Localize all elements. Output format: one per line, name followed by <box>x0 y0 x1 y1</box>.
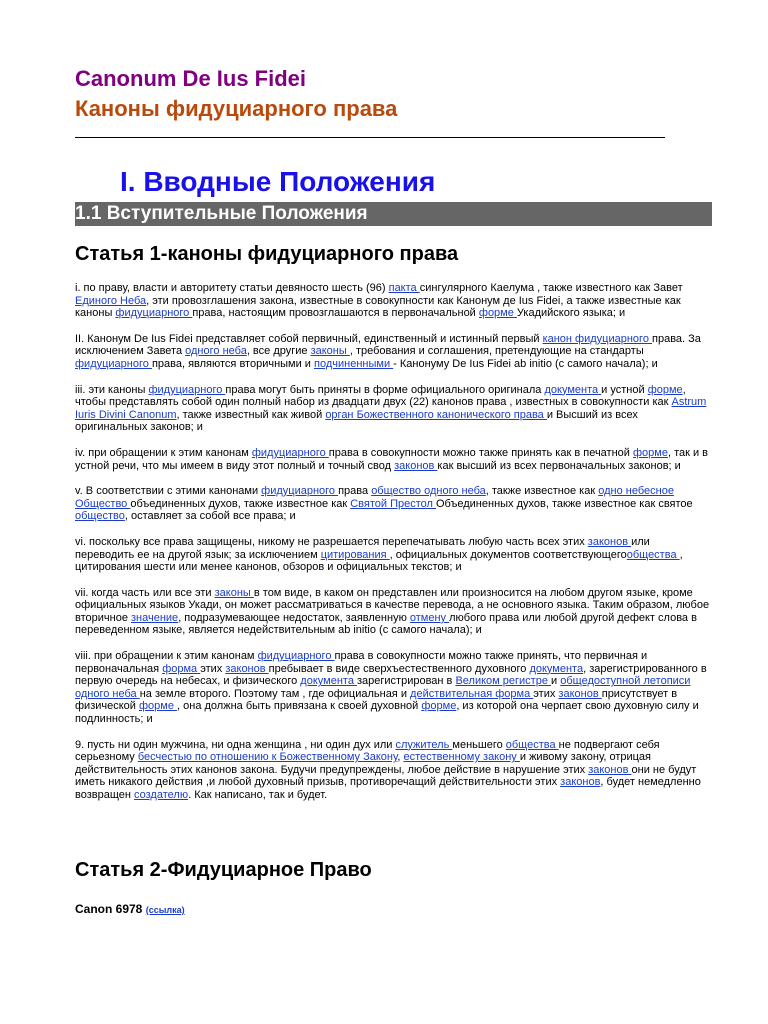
inline-link[interactable]: форме <box>633 446 668 459</box>
paragraph-text: меньшего <box>452 738 506 751</box>
paragraph-text: зарегистрирован в <box>357 675 456 688</box>
inline-link[interactable]: значение <box>131 611 179 624</box>
paragraph <box>75 485 710 523</box>
paragraph-text: vii. когда часть или все эти <box>75 586 215 599</box>
paragraph-text: . Как написано, так и будет. <box>188 789 328 801</box>
document-title-russian: Каноны фидуциарного права <box>75 96 398 121</box>
paragraph-text: права могут быть приняты в форме официального оригинала <box>225 383 545 396</box>
paragraph-text: или переводить ее на другой язык; за исключением <box>75 535 650 561</box>
paragraph-text: , подразумевающее недостаток, заявленную <box>178 611 410 624</box>
inline-link[interactable]: одно небесное Общество <box>75 485 674 510</box>
paragraph-text: и живому закону, отрицая действительность этих канонов закона. Будучи предупреждены, любое действие в нарушение этих <box>75 751 652 776</box>
paragraph-text: присутствует в физической <box>75 687 678 713</box>
paragraph-text: 9. пусть ни один мужчина, ни одна женщина , ни один дух или <box>75 738 396 751</box>
paragraph-text: , <box>397 751 404 764</box>
inline-link[interactable]: документа <box>544 383 602 396</box>
inline-link[interactable]: общества <box>626 548 680 561</box>
paragraph-text: они не будут иметь никакого действия ,и любой духовный призыв, противоречащий действительности этих <box>75 763 697 789</box>
inline-link[interactable]: Великом регистре <box>455 675 552 688</box>
paragraph-text: , также известный как живой <box>176 408 326 421</box>
inline-link[interactable]: документа <box>300 675 357 688</box>
inline-link[interactable]: Единого Неба <box>75 294 147 307</box>
inline-link[interactable]: законов <box>225 662 269 675</box>
paragraph-text: , она должна быть привязана к своей духовной <box>177 700 422 713</box>
inline-link[interactable]: орган Божественного канонического права <box>325 408 547 421</box>
paragraph-text: Объединенных духов, также известное как святое <box>436 497 693 510</box>
paragraph <box>75 384 710 434</box>
paragraph-text: пребывает в виде сверхъестественного духовного <box>268 662 530 675</box>
paragraph-text: , оставляет за собой все права; и <box>124 510 296 523</box>
inline-link[interactable]: фидуциарного <box>251 446 329 459</box>
article-1-body <box>75 282 710 815</box>
paragraph-text: II. Канонум De Ius Fidei представляет собой первичный, единственный и истинный первый <box>75 332 543 345</box>
paragraph-text: объединенных духов, также известное как <box>130 497 351 510</box>
inline-link[interactable]: Святой Престол <box>350 497 436 510</box>
paragraph-text: , требования и соглашения, претендующие на стандарты <box>349 345 644 358</box>
paragraph <box>75 536 710 574</box>
paragraph-text: , все другие <box>246 345 311 358</box>
inline-link[interactable]: служитель <box>395 738 453 751</box>
paragraph-text: - Канонуму De Ius Fidei ab initio (с самого начала); и <box>393 357 658 370</box>
inline-link[interactable]: пакта <box>388 282 420 294</box>
paragraph-text: , будет немедленно возвращен <box>75 776 701 801</box>
paragraph-text: iv. при обращении к этим канонам <box>75 446 252 459</box>
inline-link[interactable]: форме <box>421 700 457 713</box>
paragraph-text: , официальных документов соответствующего <box>389 548 627 561</box>
inline-link[interactable]: законов <box>587 535 632 548</box>
paragraph-text: и устной <box>601 383 648 396</box>
paragraph-text: в том виде, в каком он представлен или произносится на любом другом языке, кроме официальных языков Укади, он может рассматриваться в качестве перевода, а не основного языка. Таким образом, любое вторичное <box>75 586 710 624</box>
paragraph-text: права, настоящим провозглашаются в первоначальной <box>192 307 479 320</box>
paragraph-text: , эти провозглашения закона, известные в совокупности как Канонум де Ius Fidei, а также известные как каноны <box>75 294 681 320</box>
inline-link[interactable]: цитирования <box>320 548 390 561</box>
paragraph-text: , чтобы представлять собой один полный набор из двадцати двух (22) канонов права , известных в совокупности как <box>75 383 686 409</box>
inline-link[interactable]: фидуциарного <box>261 485 339 498</box>
title-divider <box>75 137 665 138</box>
inline-link[interactable]: отмену <box>409 611 450 624</box>
paragraph <box>75 333 710 371</box>
paragraph-text: права. За исключением Завета <box>75 332 701 358</box>
inline-link[interactable]: фидуциарного <box>75 357 152 370</box>
canon-link[interactable]: (ссылка) <box>145 905 185 915</box>
section-heading: I. Вводные Положения <box>120 166 436 197</box>
inline-link[interactable]: законы <box>310 345 350 358</box>
paragraph-text: i. по праву, власти и авторитету статьи девяносто шесть (96) <box>75 282 389 294</box>
inline-link[interactable]: Astrum Iuris Divini Canonum <box>75 396 707 421</box>
paragraph-text: и Высший из всех оригинальных законов; и <box>75 408 638 434</box>
subsection-heading: 1.1 Вступительные Положения <box>75 203 368 224</box>
inline-link[interactable]: форма <box>162 662 201 675</box>
paragraph-text: на земле второго. Поэтому там , где официальная и <box>139 687 411 700</box>
paragraph <box>75 587 710 637</box>
article-1-heading: Статья 1-каноны фидуциарного права <box>75 243 459 265</box>
inline-link[interactable]: общедоступной летописи одного неба <box>75 675 691 700</box>
inline-link[interactable]: законов <box>588 763 632 776</box>
paragraph-text: этих <box>200 662 226 675</box>
inline-link[interactable]: законов <box>560 776 601 789</box>
paragraph-text: как высший из всех первоначальных законов; и <box>437 459 681 472</box>
document-title-latin: Canonum De Ius Fidei <box>75 66 307 91</box>
inline-link[interactable]: законов <box>558 687 602 700</box>
inline-link[interactable]: общества <box>505 738 559 751</box>
article-2-heading: Статья 2-Фидуциарное Право <box>75 859 372 881</box>
paragraph-text: , цитирования шести или менее канонов, обзоров и официальных текстов; и <box>75 548 683 574</box>
paragraph-text: , из которой она черпает свою духовную силу и подлинность; и <box>75 700 699 726</box>
paragraph-text: не подвергают себя серьезному <box>75 738 660 764</box>
paragraph-text: права в совокупности можно также принять, что первичная и первоначальная <box>75 650 648 675</box>
paragraph-text: права в совокупности можно также принять как в печатной <box>328 446 633 459</box>
subsection-bar <box>75 202 712 226</box>
inline-link[interactable]: действительная форма <box>410 687 534 700</box>
inline-link[interactable]: одного неба <box>185 345 247 358</box>
paragraph-text: любого права или любой другой дефект слова в переведенном языке, является недействительным ab initio (с самого начала); и <box>75 611 697 637</box>
inline-link[interactable]: канон фидуциарного <box>542 332 652 345</box>
paragraph <box>75 739 710 802</box>
inline-link[interactable]: общество <box>75 510 125 523</box>
inline-link[interactable]: форме <box>478 307 517 320</box>
inline-link[interactable]: законы <box>214 586 254 599</box>
inline-link[interactable]: общество одного неба <box>371 485 486 498</box>
inline-link[interactable]: естественному закону <box>403 751 520 764</box>
inline-link[interactable]: форме <box>647 383 683 396</box>
paragraph-text: права <box>338 485 372 498</box>
paragraph-text: vi. поскольку все права защищены, никому не разрешается перепечатывать любую часть всех этих <box>75 535 588 548</box>
inline-link[interactable]: бесчестью по отношению к Божественному Закону <box>137 751 398 764</box>
paragraph <box>75 650 710 726</box>
paragraph-text: сингулярного Каелума , также известного как Завет <box>419 282 683 294</box>
paragraph <box>75 282 710 320</box>
inline-link[interactable]: подчиненными <box>314 357 394 370</box>
inline-link[interactable]: фидуциарного <box>115 307 193 320</box>
paragraph-text: , также известное как <box>485 485 599 498</box>
inline-link[interactable]: фидуциарного <box>257 650 335 663</box>
canon-reference <box>75 902 185 916</box>
canon-label: Canon 6978 <box>75 902 143 916</box>
inline-link[interactable]: законов <box>394 459 438 472</box>
paragraph-text: iii. эти каноны <box>75 383 149 396</box>
paragraph-text: , так и в устной речи, что мы имеем в виду этот полный и точный свод <box>75 446 709 472</box>
paragraph-text: этих <box>533 687 559 700</box>
paragraph-text: v. В соответствии с этими канонами <box>75 485 262 498</box>
inline-link[interactable]: фидуциарного <box>148 383 226 396</box>
paragraph-text: viii. при обращении к этим канонам <box>75 650 258 663</box>
paragraph-text: Укадийского языка; и <box>516 307 626 320</box>
paragraph <box>75 447 710 472</box>
inline-link[interactable]: форме <box>139 700 178 713</box>
paragraph-text: и <box>551 675 561 688</box>
paragraph-text: , зарегистрированного в первую очередь на небесах, и физического <box>75 662 707 688</box>
inline-link[interactable]: создателю <box>134 789 189 801</box>
paragraph-text: права, являются вторичными и <box>151 357 315 370</box>
inline-link[interactable]: документа <box>529 662 584 675</box>
